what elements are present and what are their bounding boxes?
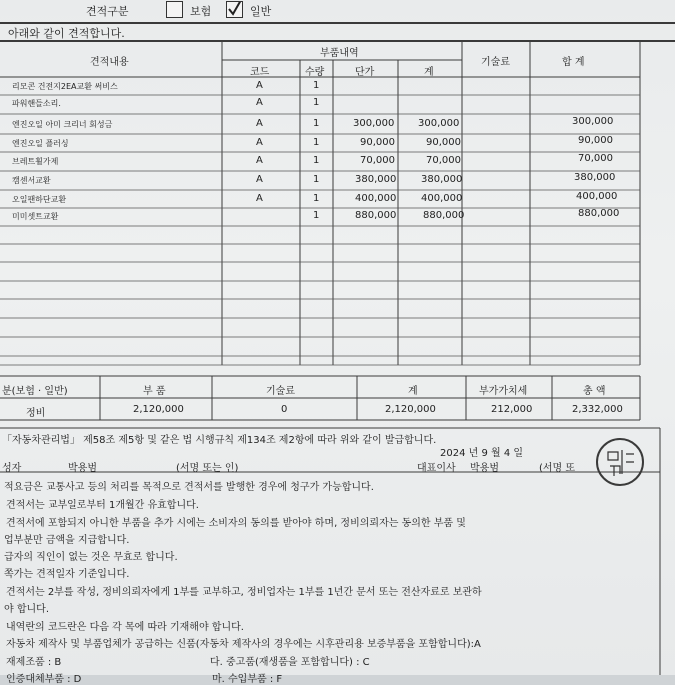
row-description: 엔진오일 플러싱 (12, 139, 69, 148)
note-item: 견적서에 포함되지 아니한 부품을 추가 시에는 소비자의 동의를 받아야 하며, 정비의뢰자는 동의한 부품 및 (6, 518, 466, 529)
row-unit-price: 70,000 (360, 155, 395, 166)
company-seal-stamp (596, 438, 644, 486)
row-amount: 90,000 (426, 137, 461, 148)
row-description: 리모콘 건전지2EA교환 써비스 (12, 82, 118, 91)
row-description: 파워핸들소리. (12, 99, 61, 108)
rep-label: 대표이사 (417, 463, 456, 474)
row-total: 880,000 (578, 208, 620, 219)
row-code: A (256, 155, 263, 166)
summary-vat-header: 부가가치세 (479, 386, 528, 397)
rep-sign-label: (서명 또 (539, 463, 576, 474)
row-amount: 380,000 (421, 174, 463, 185)
col-header-parts: 부품내역 (320, 48, 359, 59)
estimate-type-label: 견적구분 (86, 5, 129, 18)
row-total: 70,000 (578, 153, 613, 164)
row-code: A (256, 193, 263, 204)
intro-text: 아래와 같이 견적합니다. (8, 27, 125, 40)
col-header-labor: 기술료 (481, 57, 510, 68)
row-qty: 1 (313, 174, 320, 185)
note-item: 재제조품 : B (6, 657, 62, 668)
row-unit-price: 90,000 (360, 137, 395, 148)
col-header-unit-price: 단가 (355, 67, 375, 78)
row-amount: 880,000 (423, 210, 465, 221)
summary-parts-header: 부 품 (143, 386, 166, 397)
summary-total-value: 2,332,000 (572, 404, 623, 415)
row-qty: 1 (313, 155, 320, 166)
col-header-code: 코드 (250, 67, 270, 78)
summary-labor-header: 기술료 (266, 386, 295, 397)
row-description: 미미셋트교환 (12, 212, 59, 221)
col-header-description: 견적내용 (90, 57, 129, 68)
row-qty: 1 (313, 210, 320, 221)
row-code: A (256, 80, 263, 91)
row-unit-price: 300,000 (353, 118, 395, 129)
note-item: 업부분만 금액을 지급합니다. (4, 535, 130, 546)
writer-name: 박용범 (68, 463, 97, 474)
row-amount: 70,000 (426, 155, 461, 166)
note-item: 야 합니다. (4, 604, 49, 615)
note-item: 적요금은 교통사고 등의 처리를 목적으로 견적서를 발행한 경우에 청구가 가능합니다. (4, 482, 374, 493)
row-amount: 400,000 (421, 193, 463, 204)
table-row (0, 208, 640, 225)
note-item: 급자의 직인이 없는 것은 무효로 합니다. (4, 552, 178, 563)
table-row (0, 78, 640, 95)
note-item: 마. 수입부품 : F (212, 674, 283, 685)
table-row (0, 191, 640, 208)
row-qty: 1 (313, 97, 320, 108)
row-amount: 300,000 (418, 118, 460, 129)
table-row (0, 172, 640, 189)
table-row (0, 95, 640, 112)
table-row (0, 116, 640, 133)
writer-sign-label: (서명 또는 인) (176, 463, 239, 474)
issue-date: 2024 년 9 월 4 일 (440, 448, 524, 459)
row-total: 380,000 (574, 172, 616, 183)
insurance-label: 보험 (190, 5, 212, 18)
row-description: 엔진오일 아미 크리너 회성금 (12, 120, 113, 129)
note-item: 쪽가는 견적일자 기준입니다. (4, 569, 130, 580)
table-row (0, 135, 640, 152)
row-unit-price: 380,000 (355, 174, 397, 185)
summary-sum-header: 계 (408, 386, 418, 397)
row-description: 캠센서교환 (12, 176, 51, 185)
row-code: A (256, 97, 263, 108)
col-header-amount: 계 (424, 67, 434, 78)
row-qty: 1 (313, 80, 320, 91)
summary-vat-value: 212,000 (491, 404, 533, 415)
row-code: A (256, 174, 263, 185)
row-code: A (256, 137, 263, 148)
row-unit-price: 880,000 (355, 210, 397, 221)
row-total: 400,000 (576, 191, 618, 202)
note-item: 자동차 제작사 및 부품업체가 공급하는 신품(자동차 제작사의 경우에는 시후관리용 보증부품을 포함합니다):A (6, 639, 481, 650)
row-qty: 1 (313, 118, 320, 129)
law-notice: 「자동차관리법」 제58조 제5항 및 같은 법 시행규칙 제134조 제2항에 따라 위와 같이 발급합니다. (2, 435, 437, 446)
summary-labor-value: 0 (281, 404, 288, 415)
row-total: 90,000 (578, 135, 613, 146)
writer-label: 성자 (2, 463, 22, 474)
summary-sum-value: 2,120,000 (385, 404, 436, 415)
row-unit-price: 400,000 (355, 193, 397, 204)
rep-name: 박용범 (470, 463, 499, 474)
row-qty: 1 (313, 193, 320, 204)
note-item: 내역란의 코드란은 다음 각 목에 따라 기재해야 합니다. (6, 622, 244, 633)
row-total: 300,000 (572, 116, 614, 127)
row-code: A (256, 118, 263, 129)
table-row (0, 153, 640, 170)
note-item: 견적서는 교부일로부터 1개월간 유효합니다. (6, 500, 199, 511)
summary-parts-value: 2,120,000 (133, 404, 184, 415)
row-description: 브레트휠가제 (12, 157, 59, 166)
col-header-total: 합 계 (562, 57, 585, 68)
note-item: 견적서는 2부를 작성, 정비의뢰자에게 1부를 교부하고, 정비업자는 1부를 1년간 문서 또는 전산자료로 보관하 (6, 587, 482, 598)
summary-total-header: 총 액 (583, 386, 606, 397)
general-label: 일반 (250, 5, 272, 18)
summary-type-value: 정비 (26, 408, 46, 419)
summary-type-header: 분(보험 · 일반) (2, 386, 68, 397)
note-item: 인증대체부품 : D (6, 674, 82, 685)
row-description: 오일팬하단교환 (12, 195, 67, 204)
row-qty: 1 (313, 137, 320, 148)
note-item: 다. 중고품(재생품을 포함합니다) : C (210, 657, 370, 668)
seal-icon (600, 442, 640, 482)
col-header-qty: 수량 (305, 67, 325, 78)
